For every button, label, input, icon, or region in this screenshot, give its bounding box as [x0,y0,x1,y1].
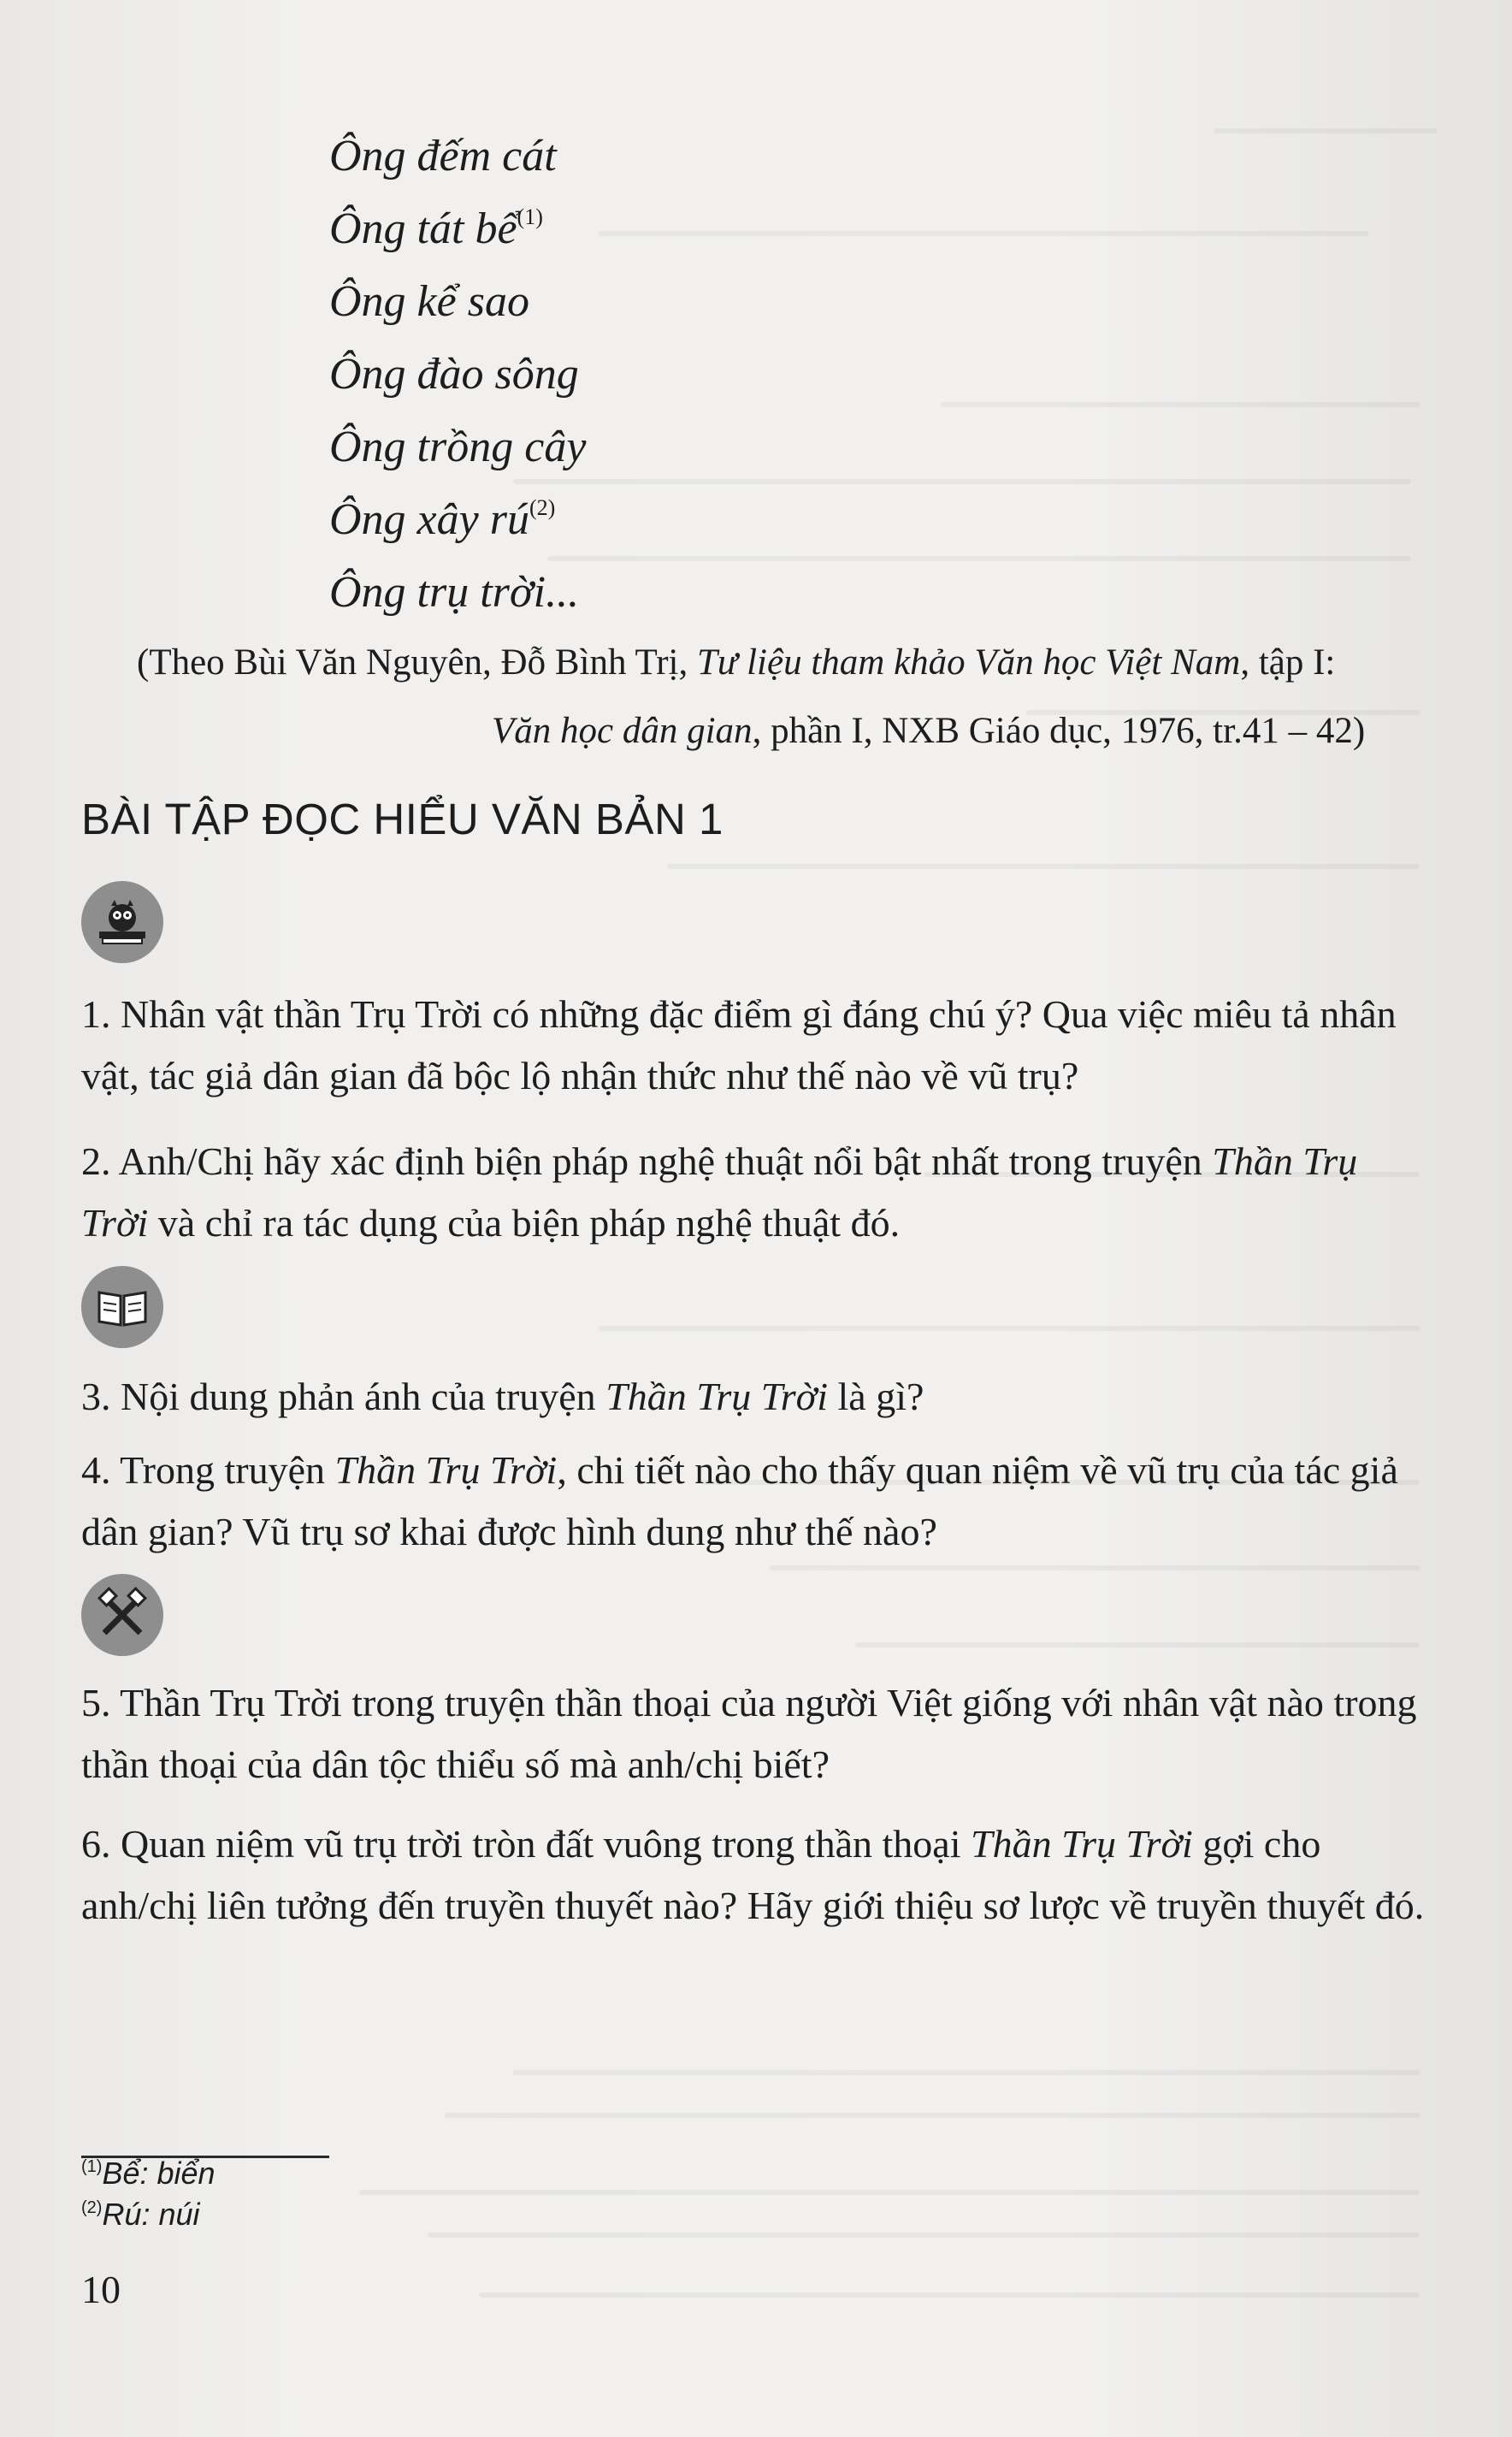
story-title: Thần Trụ Trời [334,1448,558,1492]
owl-on-books-icon [81,881,163,963]
story-title: Thần Trụ Trời [971,1822,1193,1866]
section-heading: BÀI TẬP ĐỌC HIỂU VĂN BẢN 1 [81,795,724,843]
question-item: 6. Quan niệm vũ trụ trời tròn đất vuông trong thần thoại Thần Trụ Trời gợi cho anh/chị liên tưởng đến truyền thuyết nào? Hãy giới thiệu sơ lược về truyền thuyết đó. [81,1822,1425,1927]
poem-line: Ông kể sao [329,277,529,326]
footnote-ref: (2) [529,495,556,520]
poem-line: Ông đếm cát [329,132,557,180]
question-item: 2. Anh/Chị hãy xác định biện pháp nghệ thuật nổi bật nhất trong truyện Thần Trụ Trời và chỉ ra tác dụng của biện pháp nghệ thuật đó. [81,1139,1358,1245]
question-item: 5. Thần Trụ Trời trong truyện thần thoại của người Việt giống với nhân vật nào trong thần thoại của dân tộc thiểu số mà anh/chị biết? [81,1681,1417,1786]
footnote: $^{(2)}$Rú: núi [81,2197,200,2232]
book-subtitle: Văn học dân gian [492,711,753,751]
footnote: $^{(1)}$Bể: biển [81,2156,216,2191]
question-item: 1. Nhân vật thần Trụ Trời có những đặc điểm gì đáng chú ý? Qua việc miêu tả nhân vật, tác giả dân gian đã bộc lộ nhận thức như thế nào về vũ trụ? [81,992,1397,1097]
book-title: Tư liệu tham khảo Văn học Việt Nam [696,642,1241,683]
open-book-icon [81,1266,163,1348]
poem-line: Ông đào sông [329,350,579,399]
question-item: 3. Nội dung phản ánh của truyện Thần Trụ Trời là gì? [81,1375,924,1418]
source-citation: (Theo Bùi Văn Nguyên, Đỗ Bình Trị, Tư liệu tham khảo Văn học Việt Nam, tập I: Văn học dân gian, phần I, NXB Giáo dục, 1976, tr.41 – 42) [137,642,1366,751]
footnote-ref: (1) [517,204,543,229]
poem-line: Ông xây $rú^{(2)}$ [329,495,556,544]
story-title: Thần Trụ Trời [605,1375,828,1418]
story-title: Thần Trụ Trời [81,1139,1358,1245]
poem-line: Ông tát bể$^{(1)}$ [329,204,543,253]
page-number: 10 [81,2268,121,2311]
crossed-tools-icon [81,1574,163,1656]
question-item: 4. Trong truyện Thần Trụ Trời, chi tiết nào cho thấy quan niệm về vũ trụ của tác giả dân gian? Vũ trụ sơ khai được hình dung như thế nào? [81,1448,1398,1553]
poem-line: Ông trụ trời... [329,568,580,617]
poem [329,120,586,629]
poem-line: Ông trồng cây [329,423,587,471]
